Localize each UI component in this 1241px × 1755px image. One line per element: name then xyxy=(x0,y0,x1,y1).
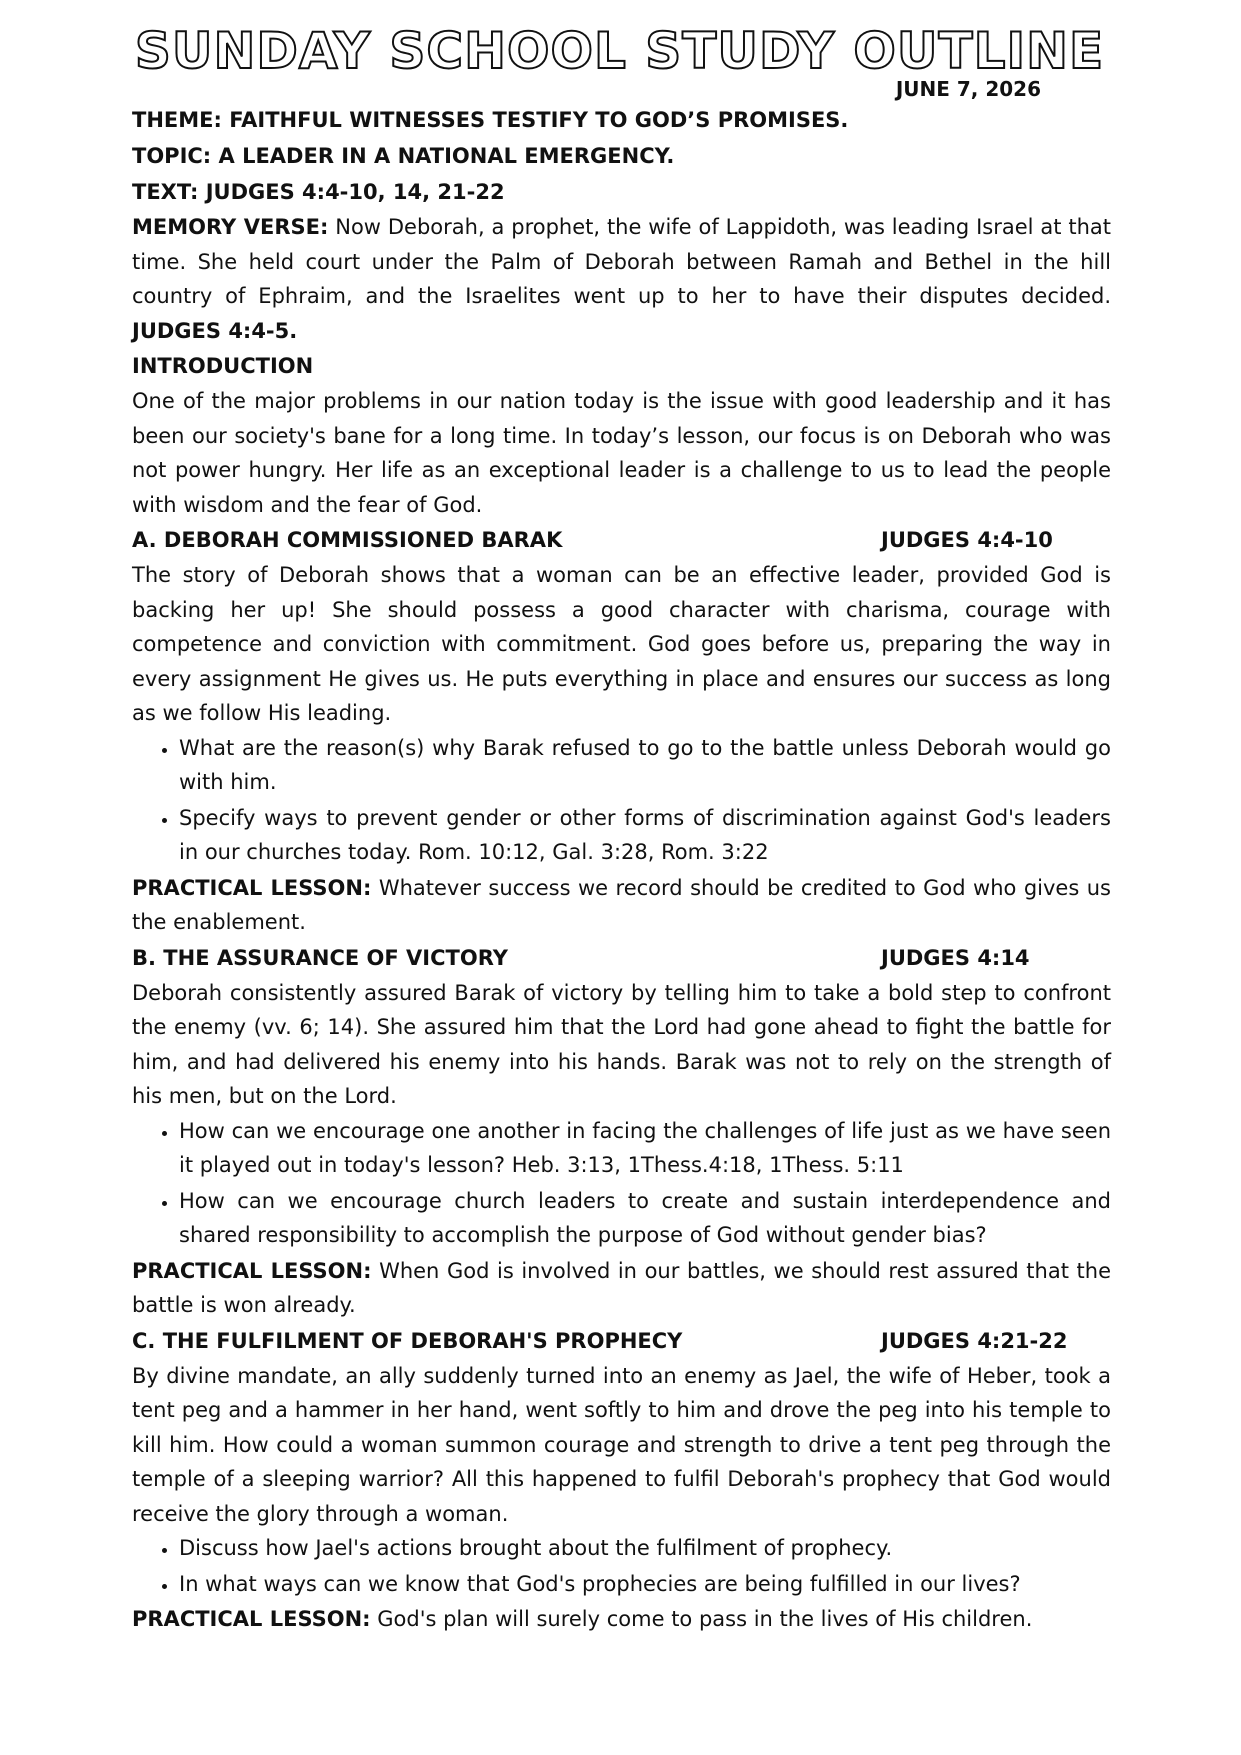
section-c-body: By divine mandate, an ally suddenly turned into an enemy as Jael, the wife of Heber, took a tent peg and a hammer in her hand, went softly to him and drove the peg into his temple to kill him. How could a woman summon courage and strength to drive a tent peg through the temple of a sleeping warrior? All this happened to fulfil Deborah's prophecy that God would receive the glory through a woman. xyxy=(132,1363,1111,1526)
theme-line: THEME: FAITHFUL WITNESSES TESTIFY TO GOD’S PROMISES. xyxy=(132,108,849,132)
introduction-body: One of the major problems in our nation today is the issue with good leadership and it has been our society's bane for a long time. In today’s lesson, our focus is on Deborah who was not power hungry. Her life as an exceptional leader is a challenge to us to lead the people with wisdom and the fear of God. xyxy=(132,389,1111,517)
lesson-text: When God is involved in our battles, we should rest assured that the battle is won already. xyxy=(132,1258,1111,1317)
section-c-lesson xyxy=(132,1602,1111,1637)
section-b-ref: JUDGES 4:14 xyxy=(881,945,1030,970)
section-b-body: Deborah consistently assured Barak of victory by telling him to take a bold step to confront the enemy (vv. 6; 14). She assured him that the Lord had gone ahead to fight the battle for him, and had delivered his enemy into his hands. Barak was not to rely on the strength of his men, but on the Lord. xyxy=(132,980,1111,1108)
section-c-ref: JUDGES 4:21-22 xyxy=(881,1328,1068,1353)
section-c-heading xyxy=(132,1323,1111,1359)
topic-line: TOPIC: A LEADER IN A NATIONAL EMERGENCY. xyxy=(132,144,675,168)
list-item: • Specify ways to prevent gender or other forms of discrimination against God's leaders in our churches today. Rom. 10:12, Gal. 3:28, Rom. 3:22 xyxy=(179,801,1111,870)
memory-verse xyxy=(132,210,1111,348)
list-item: • Discuss how Jael's actions brought about the fulfilment of prophecy. xyxy=(179,1531,1111,1566)
list-item: • In what ways can we know that God's prophecies are being fulfilled in our lives? xyxy=(179,1567,1111,1602)
section-a-lesson xyxy=(132,871,1111,940)
section-c-title: C. THE FULFILMENT OF DEBORAH'S PROPHECY xyxy=(132,1328,683,1353)
section-b-heading xyxy=(132,940,1111,976)
section-a-body: The story of Deborah shows that a woman can be an effective leader, provided God is backing her up! She should possess a good character with charisma, courage with competence and conviction with commitment. God goes before us, preparing the way in every assignment He gives us. He puts everything in place and ensures our success as long as we follow His leading. xyxy=(132,563,1111,725)
page-title: SUNDAY SCHOOL STUDY OUTLINE xyxy=(134,22,1105,80)
section-b-lesson xyxy=(132,1254,1111,1323)
section-a-heading xyxy=(132,522,1111,558)
lesson-label: PRACTICAL LESSON: xyxy=(132,875,372,900)
lesson-text: God's plan will surely come to pass in the lives of His children. xyxy=(370,1607,1033,1631)
memory-verse-label: MEMORY VERSE: xyxy=(132,215,329,239)
memory-verse-body: Now Deborah, a prophet, the wife of Lappidoth, was leading Israel at that time. She held court under the Palm of Deborah between Ramah and Bethel in the hill country of Ephraim, and the Israelites went up to her to have their disputes decided. xyxy=(132,215,1111,308)
list-item: • How can we encourage church leaders to create and sustain interdependence and shared responsibility to accomplish the purpose of God without gender bias? xyxy=(179,1184,1111,1253)
introduction-heading: INTRODUCTION xyxy=(132,354,314,378)
lesson-label: PRACTICAL LESSON: xyxy=(132,1607,371,1631)
lesson-label: PRACTICAL LESSON: xyxy=(132,1258,372,1283)
memory-verse-ref: JUDGES 4:4-5. xyxy=(132,318,298,343)
lesson-text: Whatever success we record should be credited to God who gives us the enablement. xyxy=(132,875,1112,934)
section-a-questions xyxy=(132,731,1111,870)
list-item: • How can we encourage one another in facing the challenges of life just as we have seen it played out in today's lesson? Heb. 3:13, 1Thess.4:18, 1Thess. 5:11 xyxy=(179,1114,1111,1183)
section-c-questions xyxy=(132,1531,1111,1601)
text-line: TEXT: JUDGES 4:4-10, 14, 21-22 xyxy=(132,180,505,204)
section-a-title: A. DEBORAH COMMISSIONED BARAK xyxy=(132,528,563,552)
lesson-date: JUNE 7, 2026 xyxy=(895,77,1041,101)
section-b-questions xyxy=(132,1114,1111,1253)
section-a-ref: JUDGES 4:4-10 xyxy=(881,528,1053,552)
list-item: • What are the reason(s) why Barak refused to go to the battle unless Deborah would go with him. xyxy=(179,731,1111,800)
section-b-title: B. THE ASSURANCE OF VICTORY xyxy=(132,945,508,970)
